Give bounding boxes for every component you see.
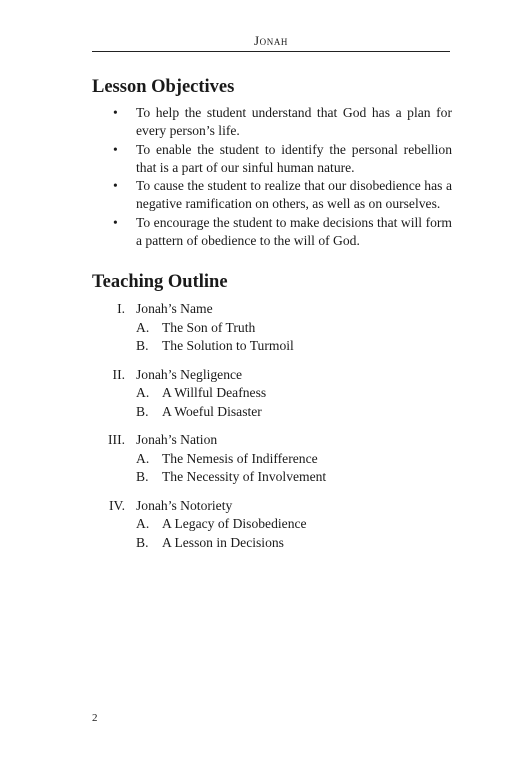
subpoint-letter: B. [136, 403, 149, 419]
outline-point [92, 300, 452, 356]
subpoint-text: A Legacy of Disobedience [162, 516, 307, 531]
subpoint-text: A Woeful Disaster [162, 403, 262, 419]
outline-subpoint [92, 515, 452, 534]
outline-numeral: IV. [109, 497, 125, 513]
header-rule [92, 51, 450, 52]
outline-subpoint [92, 534, 452, 553]
bullet-icon: • [113, 214, 118, 230]
outline-subpoint [92, 403, 452, 422]
subpoint-letter: B. [136, 534, 149, 550]
objective-text: To help the student understand that God has a plan for every person’s life. [136, 105, 452, 139]
outline-numeral: III. [108, 432, 125, 447]
objective-text: To enable the student to identify the personal rebellion that is a part of our sinful human nature. [136, 141, 452, 175]
subpoint-letter: A. [136, 385, 150, 400]
outline-subpoint [92, 450, 452, 469]
bullet-icon: • [113, 178, 118, 194]
outline-numeral: II. [112, 366, 125, 382]
bullet-icon: • [113, 105, 118, 120]
objective-item [92, 214, 452, 251]
outline-numeral: I. [117, 301, 125, 316]
subpoint-text: A Lesson in Decisions [162, 534, 284, 550]
subpoint-text: The Nemesis of Indifference [162, 450, 318, 466]
subpoint-letter: A. [136, 450, 150, 466]
subpoint-text: The Solution to Turmoil [162, 338, 294, 353]
page-number: 2 [92, 712, 98, 724]
subpoint-letter: A. [136, 319, 150, 335]
outline-point-title: Jonah’s Negligence [136, 366, 243, 382]
objective-text: To encourage the student to make decisions that will form a pattern of obedience to the will of God. [136, 214, 452, 249]
outline-point [92, 497, 452, 553]
objective-item [92, 141, 452, 178]
running-head: Jonah [253, 33, 289, 48]
objective-item [92, 177, 452, 214]
outline-subpoint [92, 384, 452, 403]
outline-point [92, 366, 452, 422]
objectives-list [92, 104, 452, 250]
subpoint-letter: B. [136, 469, 149, 484]
objective-item [92, 104, 452, 141]
outline-subpoint [92, 319, 452, 338]
subpoint-text: The Son of Truth [162, 319, 256, 335]
teaching-outline [92, 300, 452, 562]
subpoint-letter: A. [136, 516, 150, 531]
outline-point [92, 431, 452, 487]
outline-subpoint [92, 337, 452, 356]
outline-point-title: Jonah’s Name [136, 301, 213, 316]
subpoint-text: A Willful Deafness [162, 385, 267, 400]
outline-subpoint [92, 468, 452, 487]
outline-point-title: Jonah’s Nation [136, 432, 218, 447]
teaching-outline-heading: Teaching Outline [92, 272, 228, 292]
subpoint-text: The Necessity of Involvement [162, 469, 327, 484]
lesson-objectives-heading: Lesson Objectives [92, 77, 235, 97]
subpoint-letter: B. [136, 338, 149, 353]
bullet-icon: • [113, 141, 118, 157]
outline-point-title: Jonah’s Notoriety [136, 497, 233, 513]
objective-text: To cause the student to realize that our disobedience has a negative ramification on others, as well as on ourselves. [136, 178, 452, 212]
